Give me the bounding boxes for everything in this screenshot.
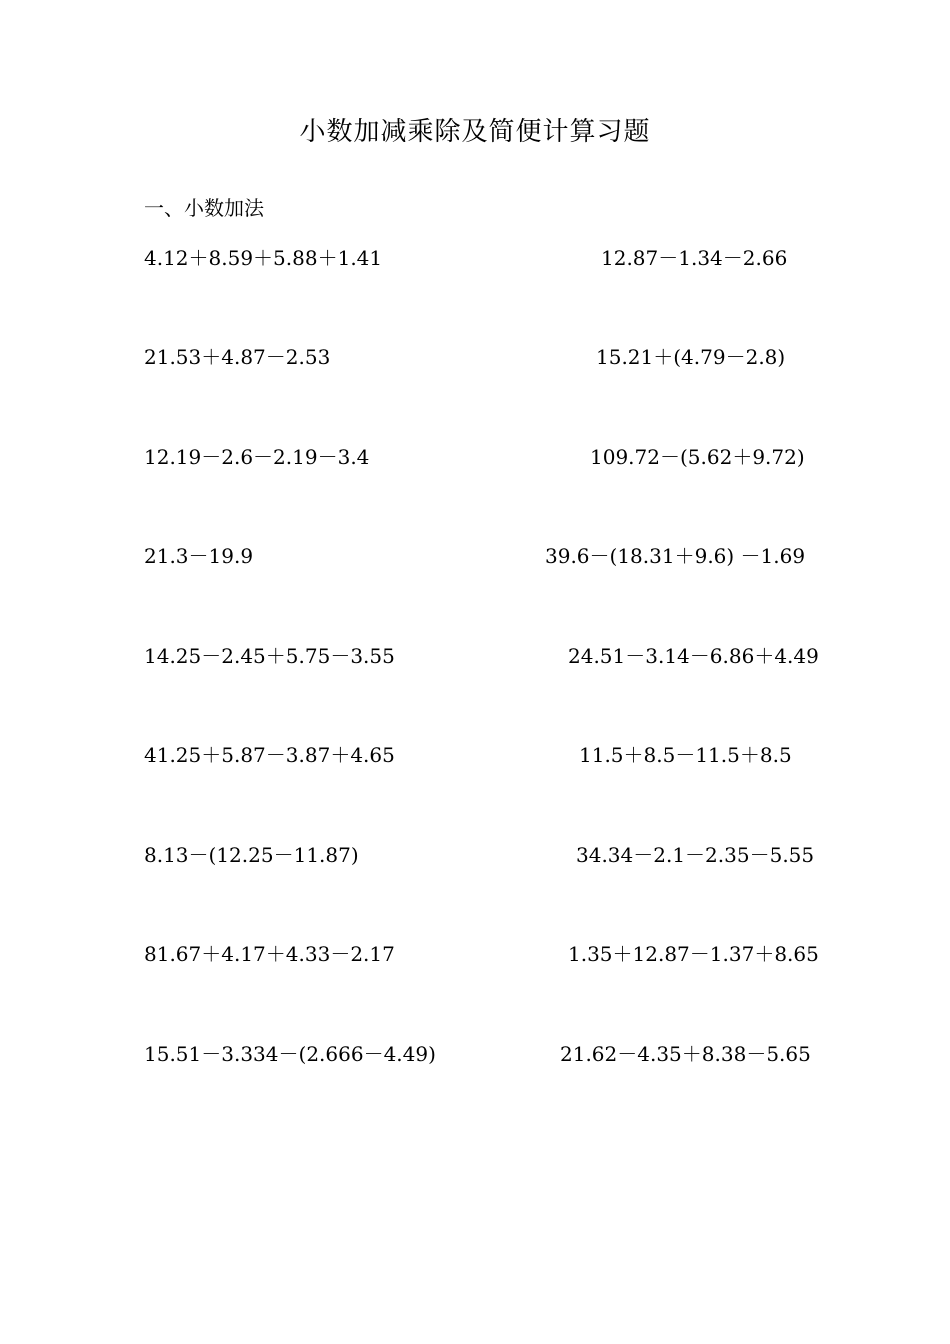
page-title: 小数加减乘除及简便计算习题 (299, 117, 651, 147)
section-heading: 一、小数加法 (144, 196, 264, 220)
problem-left-3: 12.19－2.6－2.19－3.4 (144, 445, 370, 469)
problem-left-4: 21.3－19.9 (144, 544, 254, 568)
problem-right-3: 109.72－(5.62＋9.72) (590, 445, 805, 469)
problem-right-1: 12.87－1.34－2.66 (601, 246, 788, 270)
problem-right-9: 21.62－4.35＋8.38－5.65 (560, 1042, 811, 1066)
problem-left-2: 21.53＋4.87－2.53 (144, 345, 331, 369)
problem-left-9: 15.51－3.334－(2.666－4.49) (144, 1042, 436, 1066)
problem-right-6: 11.5＋8.5－11.5＋8.5 (579, 743, 792, 767)
problem-left-7: 8.13－(12.25－11.87) (144, 843, 359, 867)
problem-left-5: 14.25－2.45＋5.75－3.55 (144, 644, 395, 668)
problem-right-5: 24.51－3.14－6.86＋4.49 (568, 644, 819, 668)
problem-left-8: 81.67＋4.17＋4.33－2.17 (144, 942, 395, 966)
problem-left-1: 4.12＋8.59＋5.88＋1.41 (144, 246, 383, 270)
problem-right-8: 1.35＋12.87－1.37＋8.65 (568, 942, 819, 966)
problem-right-4: 39.6－(18.31＋9.6) －1.69 (545, 544, 806, 568)
problem-right-2: 15.21＋(4.79－2.8) (596, 345, 786, 369)
problem-right-7: 34.34－2.1－2.35－5.55 (576, 843, 815, 867)
problem-left-6: 41.25＋5.87－3.87＋4.65 (144, 743, 395, 767)
